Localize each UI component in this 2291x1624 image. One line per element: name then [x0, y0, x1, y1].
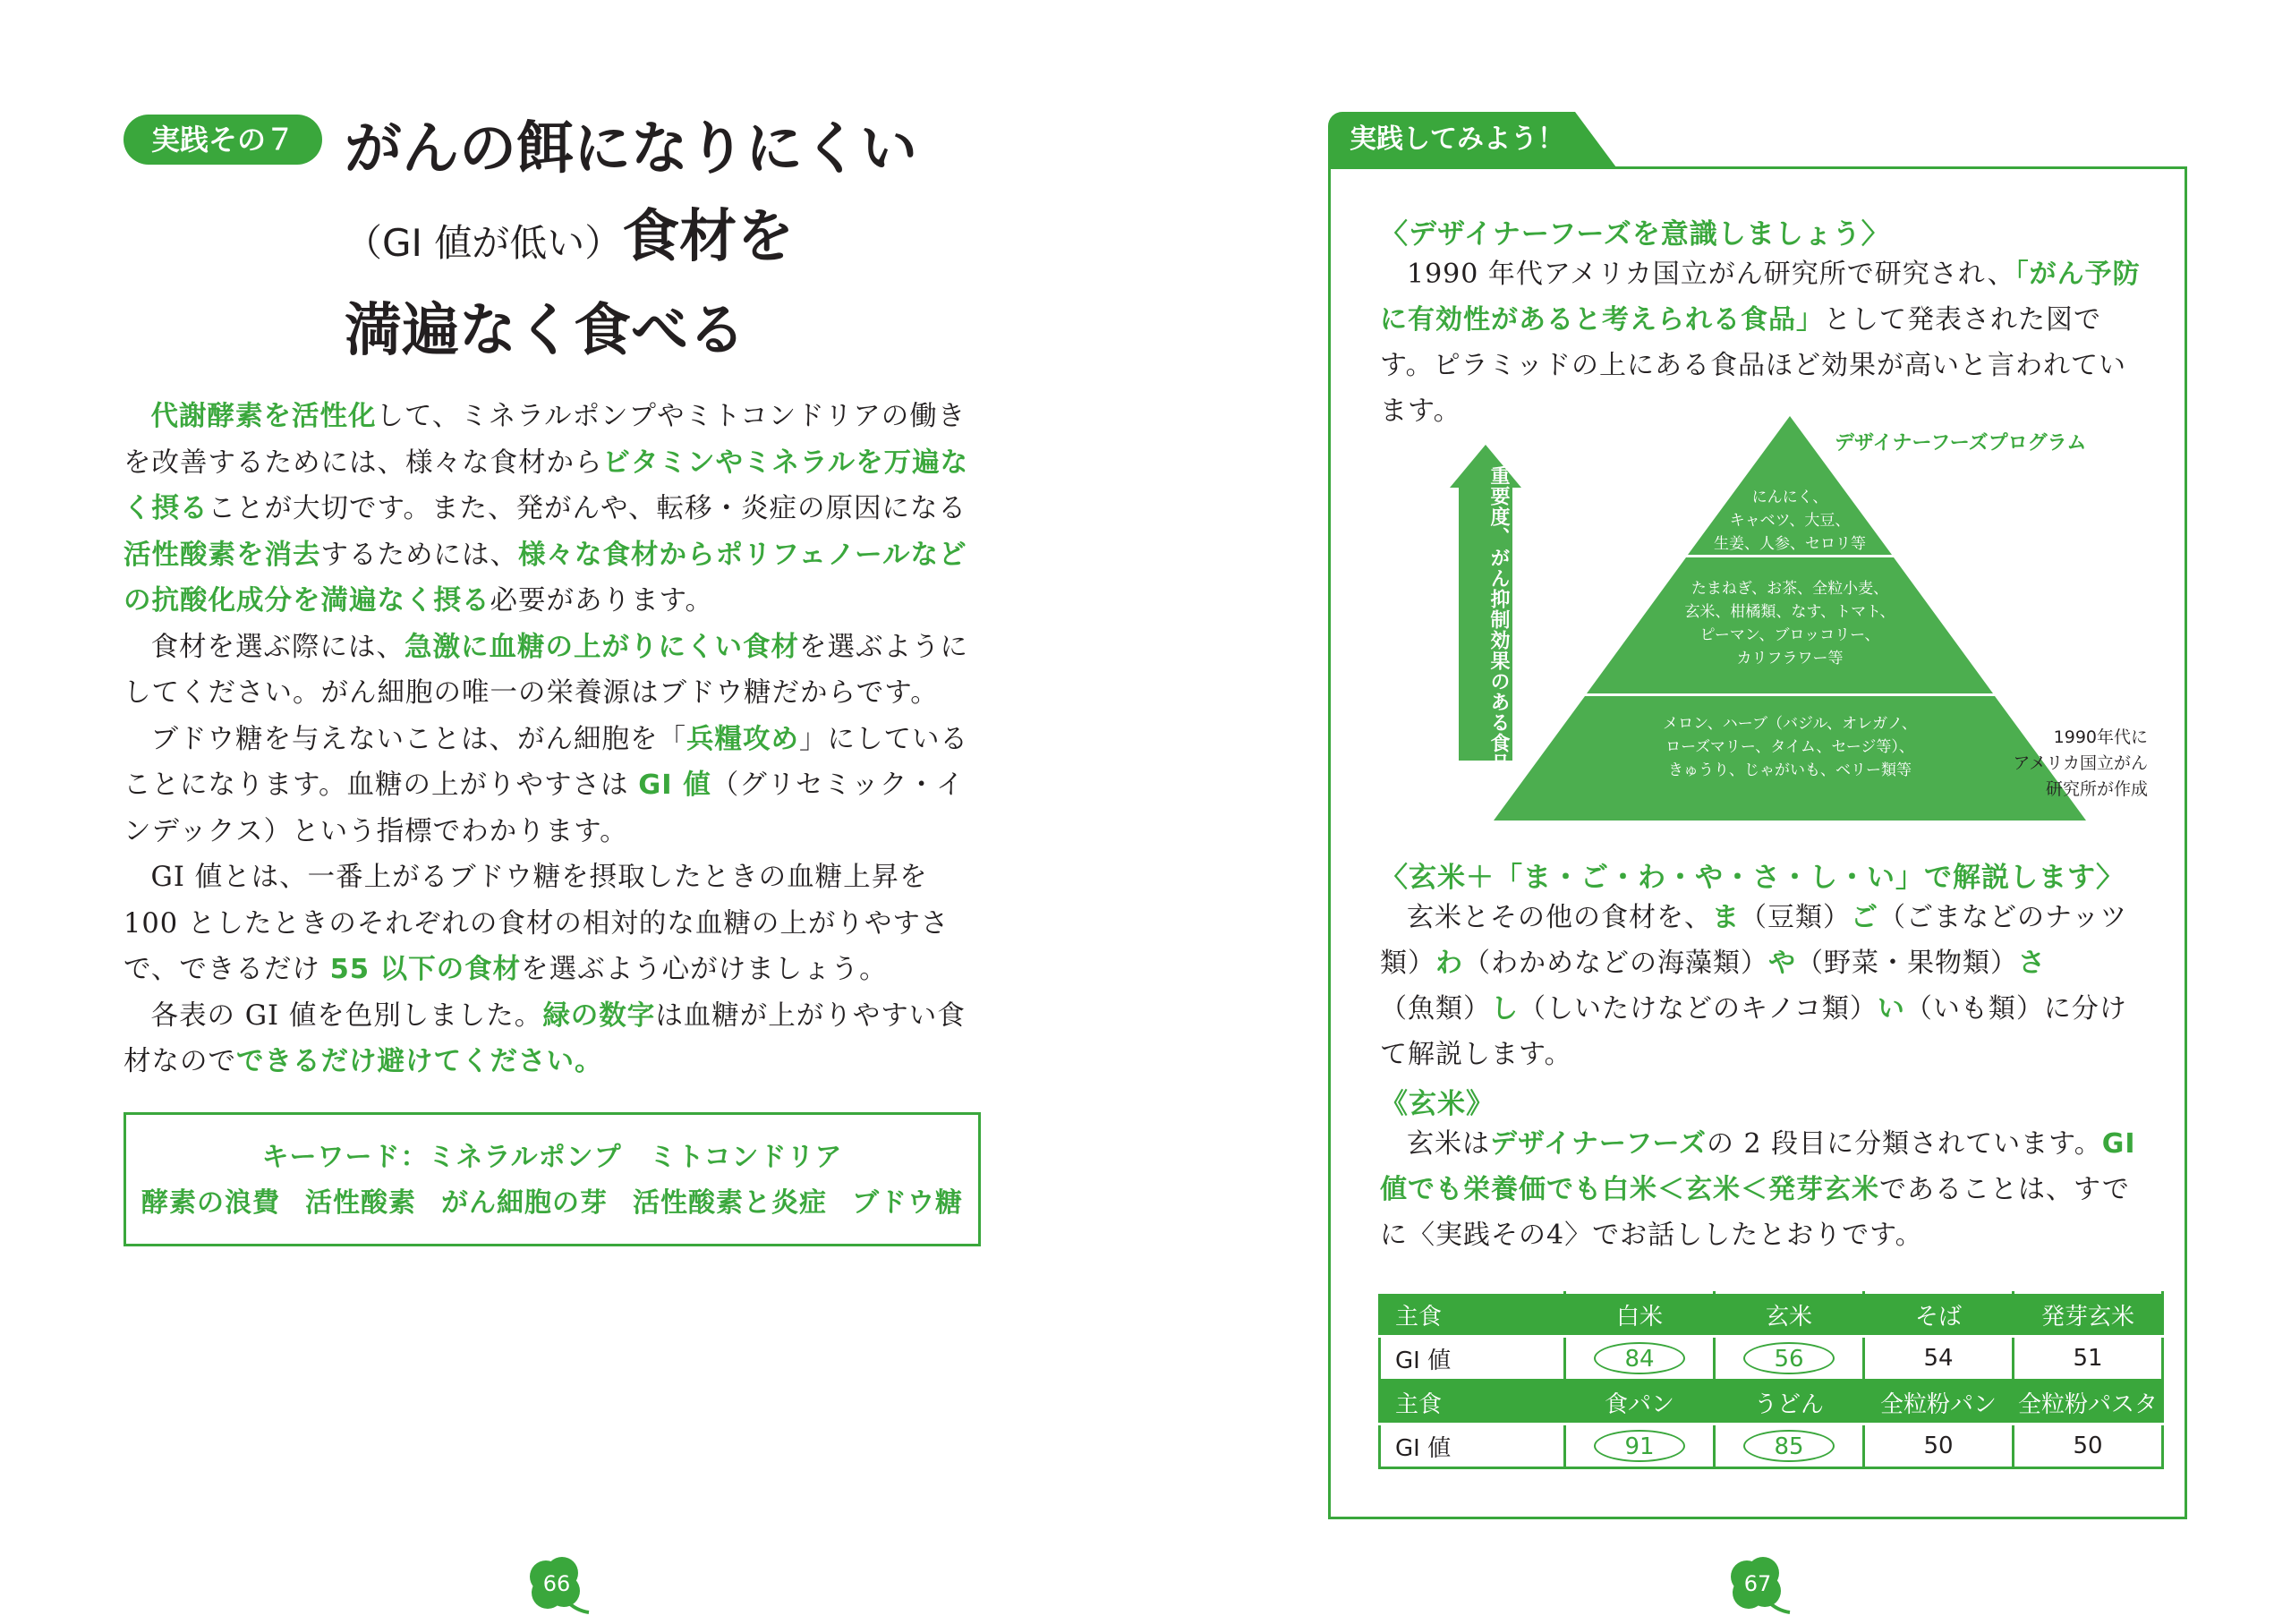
gi-table-header-cell: 発芽玄米 [2014, 1293, 2163, 1337]
left-paragraph [123, 855, 983, 993]
pyramid-title: デザイナーフーズプログラム [1835, 432, 2087, 455]
keyword: 活性酸素と炎症 [633, 1187, 827, 1219]
gi-table-cell [1864, 1424, 2014, 1468]
keyword: 活性酸素 [305, 1187, 416, 1219]
gi-table-header-row [1380, 1293, 2163, 1337]
body-text-run: 各表の GI 値を色別しました。 [150, 999, 543, 1032]
body-text-run: として発表された図です。ピラミッドの上にある食品ほど効果が高いと言われています。 [1380, 304, 2126, 427]
section-designer-foods [1380, 211, 2150, 434]
gi-table-header-cell: そば [1864, 1293, 2014, 1337]
gi-table-cell [1864, 1337, 2014, 1381]
section-body-magowayasashii [1380, 895, 2150, 1077]
gi-table-cell [1565, 1337, 1715, 1381]
keyword: がん細胞の芽 [441, 1187, 608, 1219]
tab-corner [1575, 112, 1616, 167]
pyramid-tier-line: たまねぎ、お茶、全粒小麦、 [1691, 580, 1889, 598]
highlight-text: い [1877, 993, 1905, 1025]
section-heading-genmai: 《玄米》 [1380, 1088, 1495, 1120]
pyramid-tier-line: 玄米、柑橘類、なす、トマト、 [1684, 603, 1895, 621]
gi-value: 50 [1923, 1433, 1954, 1459]
body-text-run: 」にしていることになります。血糖の上がりやすさは [123, 723, 968, 801]
left-paragraph [123, 993, 983, 1085]
highlight-text: し [1491, 993, 1519, 1025]
highlight-text: 代謝酵素を活性化 [150, 401, 377, 432]
body-text-run: （わかめなどの海藻類） [1463, 948, 1768, 979]
gi-table-cell [1565, 1424, 1715, 1468]
body-text-run: （魚類） [1380, 993, 1491, 1025]
gi-value: 54 [1923, 1345, 1954, 1372]
gi-table-value-row [1380, 1424, 2163, 1468]
title-line-2 [345, 193, 989, 287]
section-heading-designer-foods: 〈デザイナーフーズを意識しましょう〉 [1380, 218, 1890, 251]
body-text-run: （グリセミック・インデックス）という指標でわかります。 [123, 769, 965, 847]
gi-table-cell [2014, 1424, 2163, 1468]
gi-table-header-cell: 全粒粉パスタ [2014, 1381, 2163, 1424]
pyramid-tier-line: メロン、ハーブ（バジル、オレガノ、 [1663, 715, 1917, 733]
practice-badge: 実践その７ [123, 115, 322, 165]
highlight-text: さ [2018, 948, 2046, 979]
body-text-run: （いも類）に分けて解説します。 [1380, 993, 2127, 1070]
body-text-run: 玄米とその他の食材を、 [1407, 902, 1712, 933]
gi-table-header-cell: 主食 [1380, 1381, 1565, 1424]
highlight-text: 活性酸素を消去 [123, 539, 321, 571]
body-text-run: して、ミネラルポンプやミトコンドリアの働きを改善するためには、様々な食材から [123, 401, 967, 479]
keyword: ブドウ糖 [852, 1187, 963, 1219]
title-line-3: 満遍なく食べる [345, 298, 745, 364]
title-line-1: がんの餌になりにくい [345, 116, 917, 183]
pyramid-source-note [1973, 725, 2148, 803]
gi-value-circled: 84 [1594, 1342, 1685, 1374]
page-number-right: 67 [1743, 1571, 1772, 1596]
title-line-2-main: 食材を [622, 204, 795, 270]
highlight-text: 緑の数字 [542, 999, 656, 1032]
keyword-row-1: キーワード：ミネラルポンプ ミトコンドリア [261, 1142, 843, 1173]
body-text-run: （ごまなどのナッツ類） [1380, 902, 2128, 979]
keyword: 酵素の浪費 [141, 1187, 280, 1219]
title-line-2-paren: （GI 値が低い） [345, 221, 623, 265]
pyramid-tier-top-label [1682, 486, 1897, 556]
body-text-run: ブドウ糖を与えないことは、がん細胞を「 [150, 723, 686, 755]
left-paragraph [123, 717, 983, 855]
body-text-run: （豆類） [1740, 902, 1851, 933]
pyramid-tier-line: ピーマン、ブロッコリー、 [1699, 626, 1880, 644]
left-paragraph [123, 625, 983, 717]
page-title [345, 106, 989, 375]
gi-table-header-cell: 白米 [1565, 1293, 1715, 1337]
pyramid-tier-line: 生姜、人参、セロリ等 [1714, 535, 1866, 553]
body-text-run: 玄米は [1407, 1128, 1490, 1160]
gi-value-circled: 56 [1743, 1342, 1835, 1374]
gi-value: 51 [2073, 1345, 2103, 1372]
body-text-run: 必要があります。 [490, 585, 714, 616]
gi-value-circled: 85 [1743, 1430, 1835, 1462]
source-note-line: アメリカ国立がん [2013, 753, 2148, 773]
gi-table-header-cell: 主食 [1380, 1293, 1565, 1337]
body-text-run: GI 値とは、一番上がるブドウ糖を摂取したときの血糖上昇を 100 としたときのそれぞれの食材の相対的な血糖の上がりやすさで、できるだけ [123, 862, 950, 985]
gi-value: 50 [2073, 1433, 2103, 1459]
section-magowayasashii [1380, 855, 2150, 1077]
highlight-text: ま [1712, 902, 1740, 933]
left-body-text [123, 394, 983, 1085]
highlight-text: 様々な食材からポリフェノールなどの抗酸化成分を満遍なく摂る [123, 539, 967, 616]
body-text-run: であることは、すでに〈実践その4〉でお話ししたとおりです。 [1380, 1174, 2130, 1251]
highlight-text: ご [1851, 902, 1878, 933]
gi-table-row-label: GI 値 [1380, 1424, 1565, 1468]
gi-value-table [1378, 1291, 2164, 1469]
highlight-text: 「がん予防に有効性があると考えられる食品」 [1380, 259, 2141, 336]
highlight-text: できるだけ避けてください。 [236, 1046, 603, 1077]
keyword-row-2 [126, 1180, 978, 1226]
keyword-box [123, 1112, 981, 1246]
gi-table-row-label: GI 値 [1380, 1337, 1565, 1381]
gi-table-header-cell: うどん [1715, 1381, 1864, 1424]
pyramid-tier-line: きゅうり、じゃがいも、ベリー類等 [1668, 761, 1912, 779]
body-text-run: 食材を選ぶ際には、 [150, 631, 405, 663]
pyramid-tier-line: キャベツ、大豆、 [1729, 512, 1851, 530]
gi-table-header-row [1380, 1381, 2163, 1424]
body-text-run: （野菜・果物類） [1796, 948, 2018, 979]
body-text-run: の 2 段目に分類されています。 [1707, 1128, 2102, 1160]
pyramid-tier-middle-label [1638, 577, 1942, 670]
body-text-run: を選ぶよう心がけましょう。 [521, 954, 888, 985]
highlight-text: 兵糧攻め [686, 723, 799, 755]
highlight-text: デザイナーフーズ [1490, 1128, 1707, 1160]
gi-table-header-cell: 玄米 [1715, 1293, 1864, 1337]
pyramid-tier-bottom-label [1611, 712, 1969, 782]
section-body-genmai [1380, 1121, 2150, 1258]
section-heading-magowayasashii: 〈玄米＋「ま・ご・わ・や・さ・し・い」で解説します〉 [1380, 862, 2125, 894]
pyramid-tier-line: にんにく、 [1751, 489, 1828, 506]
page-number-left: 66 [542, 1571, 571, 1596]
highlight-text: ビタミンやミネラルを万遍なく摂る [123, 446, 969, 524]
gi-table-header-cell: 全粒粉パン [1864, 1381, 2014, 1424]
source-note-line: 1990年代に [2053, 727, 2148, 747]
left-paragraph [123, 394, 983, 625]
pyramid-tier-line: カリフラワー等 [1736, 650, 1844, 667]
gi-table-value-row [1380, 1337, 2163, 1381]
practice-tab: 実践してみよう！ [1328, 112, 1575, 167]
pyramid-tier-line: ローズマリー、タイム、セージ等）、 [1665, 738, 1914, 756]
gi-table-cell [1715, 1337, 1864, 1381]
gi-table-header-cell: 食パン [1565, 1381, 1715, 1424]
highlight-text: GI 値でも栄養価でも白米＜玄米＜発芽玄米 [1380, 1128, 2136, 1205]
body-text-run: を選ぶようにしてください。がん細胞の唯一の栄養源はブドウ糖だからです。 [123, 631, 968, 709]
section-genmai [1380, 1081, 2150, 1258]
highlight-text: 55 以下の食材 [329, 954, 522, 985]
body-text-run: 1990 年代アメリカ国立がん研究所で研究され、 [1407, 259, 2015, 290]
highlight-text: 急激に血糖の上がりにくい食材 [405, 631, 799, 663]
highlight-text: GI 値 [638, 769, 711, 801]
source-note-line: 研究所が作成 [2045, 779, 2148, 799]
body-text-run: は血糖が上がりやすい食材なので [123, 999, 966, 1077]
gi-table-cell [1715, 1424, 1864, 1468]
highlight-text: わ [1435, 948, 1463, 979]
gi-table-cell [2014, 1337, 2163, 1381]
gi-value-circled: 91 [1594, 1430, 1685, 1462]
pyramid-arrow-label: 重要度、がん抑制効果のある食品 [1487, 465, 1510, 774]
body-text-run: ことが大切です。また、発がんや、転移・炎症の原因になる [208, 493, 967, 524]
highlight-text: や [1768, 948, 1796, 979]
body-text-run: （しいたけなどのキノコ類） [1519, 993, 1878, 1025]
body-text-run: するためには、 [320, 539, 518, 571]
